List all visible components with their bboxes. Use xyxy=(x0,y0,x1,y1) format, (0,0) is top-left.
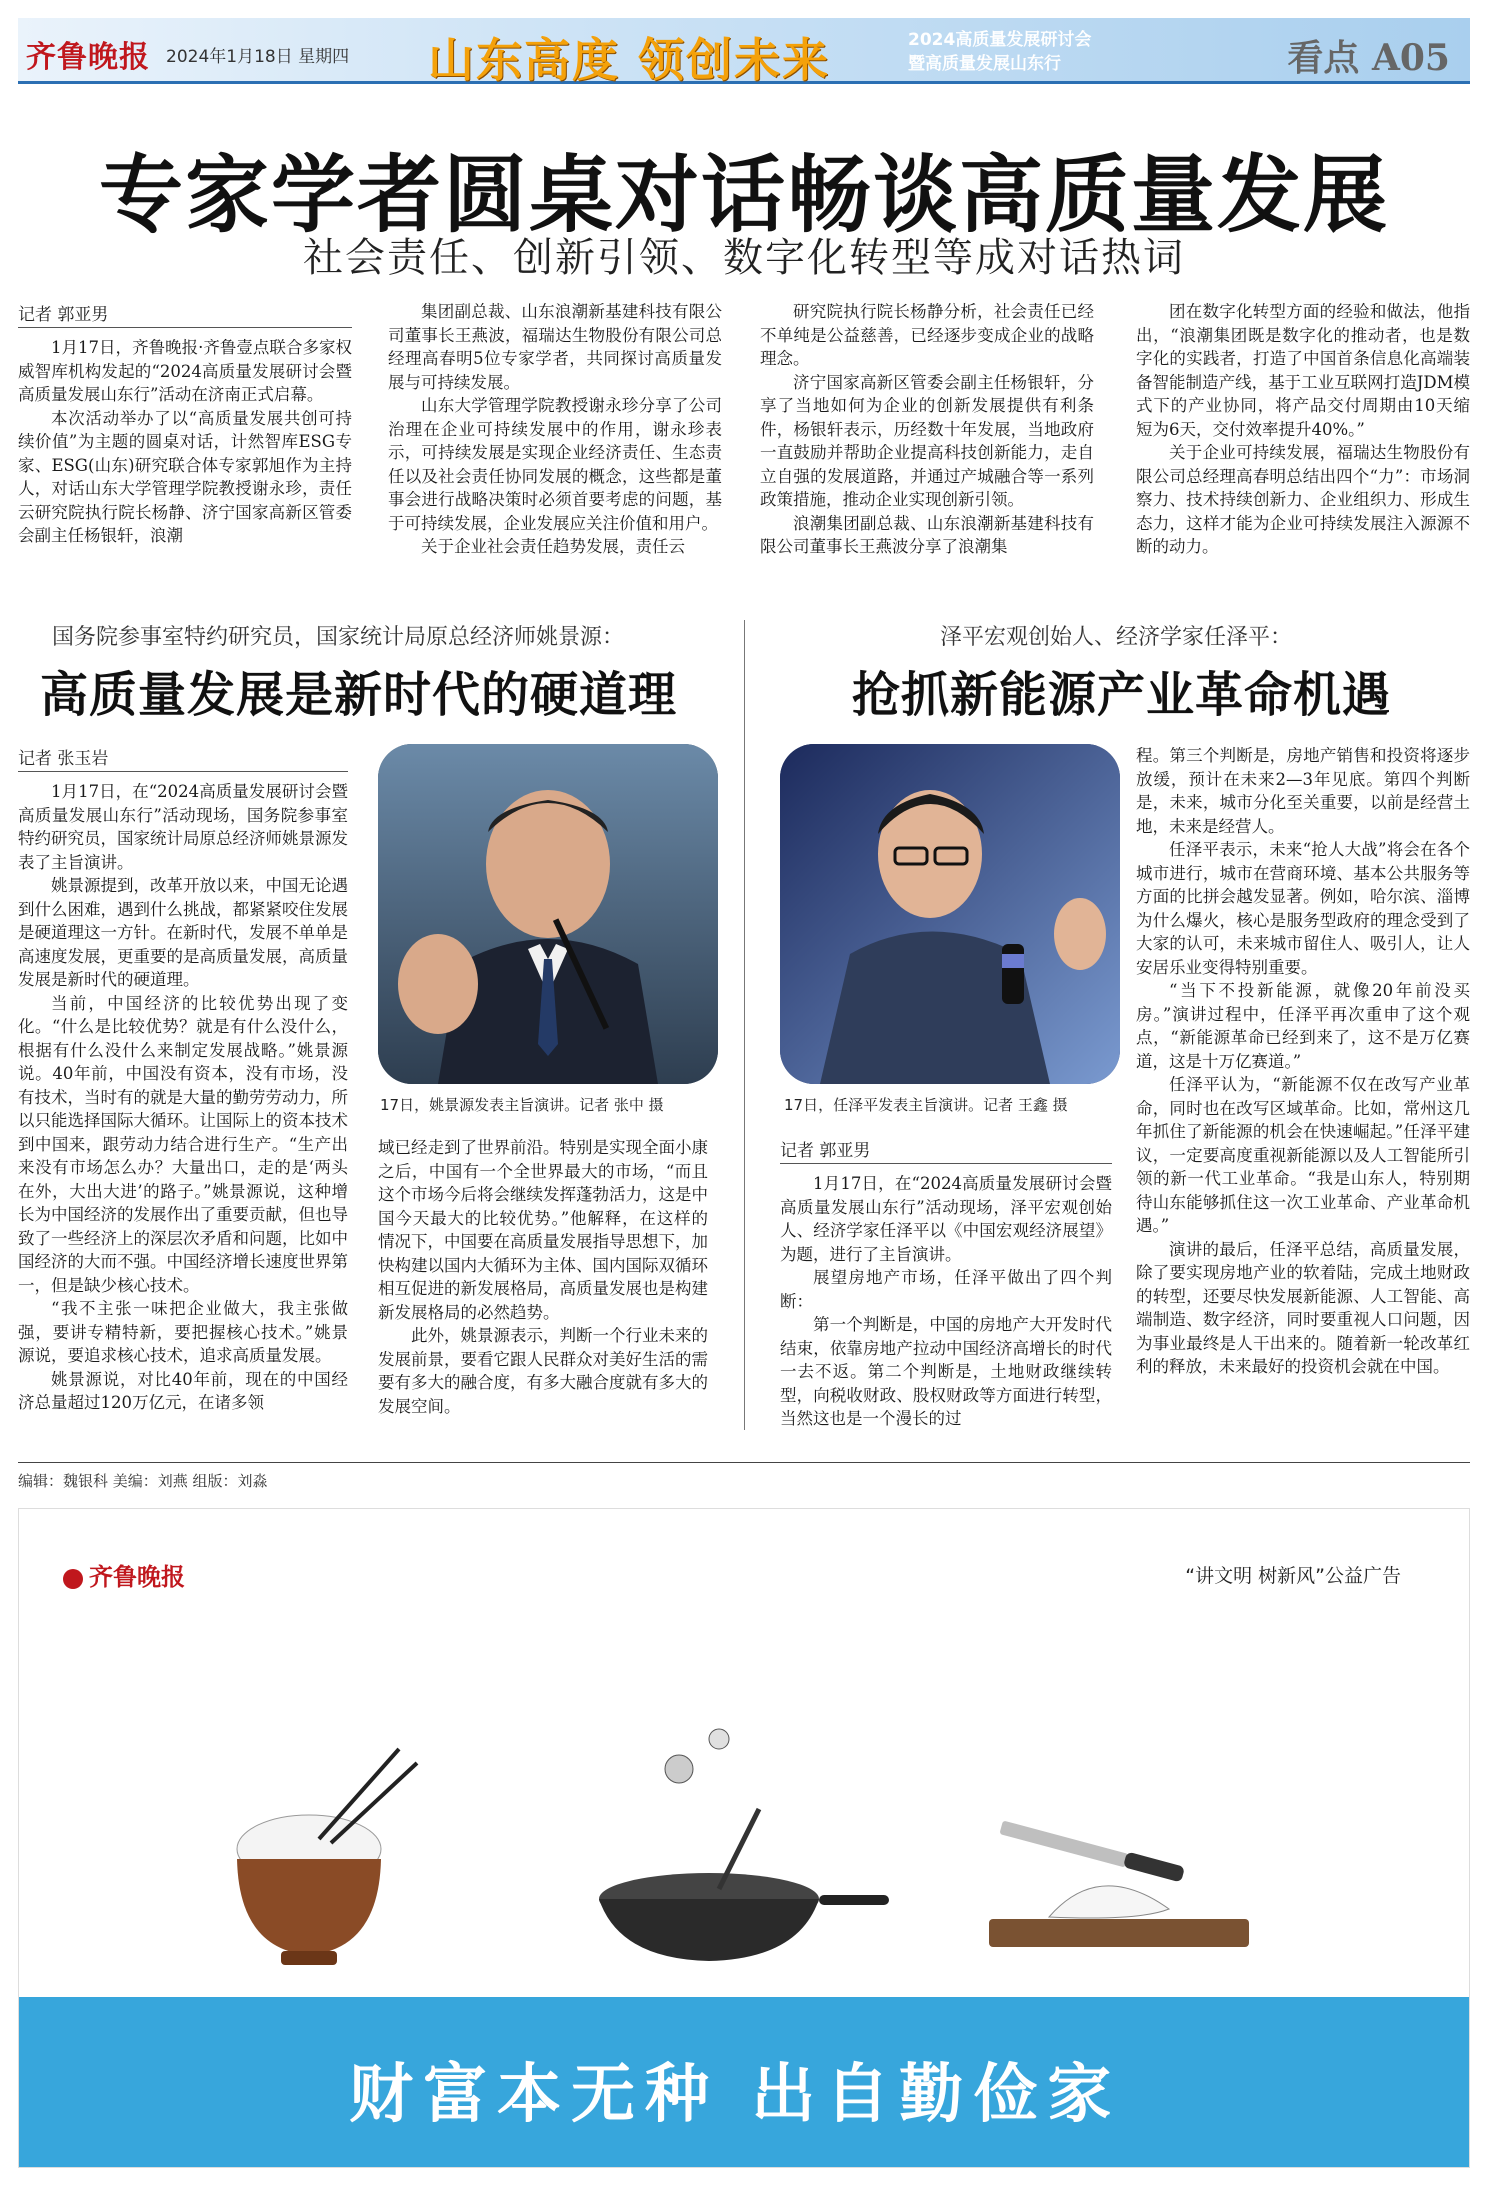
story-paragraph: 姚景源提到，改革开放以来，中国无论遇到什么困难，遇到什么挑战，都紧紧咬住发展是硬道理这一方针。在新时代，发展不单单是高速度发展，更重要的是高质量发展，高质量发展是新时代的硬道理。 xyxy=(18,876,348,989)
story-paragraph: 演讲的最后，任泽平总结，高质量发展，除了要实现房地产业的软着陆，完成土地财政的转型，还要尽快发展新能源、人工智能、高端制造、数字经济，同时要重视人口问题，因为事业最终是人干出来的。随着新一轮改革红利的释放，未来最好的投资机会就在中国。 xyxy=(1136,1239,1470,1376)
lead-paragraph: 济宁国家高新区管委会副主任杨银轩，分享了当地如何为企业的创新发展提供有利条件，杨银轩表示，历经数十年发展，当地政府一直鼓励并帮助企业提高科技创新能力，走自立自强的发展道路，并通过产城融合等一系列政策措施，推动企业实现创新引领。 xyxy=(760,372,1094,509)
right-story-kicker: 泽平宏观创始人、经济学家任泽平： xyxy=(940,625,1293,650)
right-story-column-2 xyxy=(1136,744,1470,1444)
public-service-ad xyxy=(18,1508,1470,2168)
ad-illustration xyxy=(19,1659,1470,1999)
story-paragraph: 任泽平表示，未来“抢人大战”将会在各个城市进行，城市在营商环境、基本公共服务等方面的比拼会越发显著。例如，哈尔滨、淄博为什么爆火，核心是服务型政府的理念受到了大家的认可，未来城市留住人、吸引人，让人安居乐业变得特别重要。 xyxy=(1136,840,1470,977)
left-story-column-2 xyxy=(378,1136,708,1436)
story-paragraph: 此外，姚景源表示，判断一个行业未来的发展前景，要看它跟人民群众对美好生活的需要有多大的融合度，有多大融合度就有多大的发展空间。 xyxy=(378,1326,708,1416)
lead-byline: 记者 郭亚男 xyxy=(18,300,352,328)
wok-icon xyxy=(599,1729,889,1961)
page-header xyxy=(18,18,1470,87)
story-paragraph: “我不主张一味把企业做大，我主张做强，要讲专精特新，要把握核心技术。”姚景源说，要追求核心技术，追求高质量发展。 xyxy=(18,1299,348,1365)
lead-paragraph: 团在数字化转型方面的经验和做法，他指出，“浪潮集团既是数字化的推动者，也是数字化的实践者，打造了中国首条信息化高端装备智能制造产线，基于工业互联网打造JDM模式下的产业协同，将产品交付周期由10天缩短为6天，交付效率提升40%。” xyxy=(1136,302,1470,439)
story-paragraph: 第一个判断是，中国的房地产大开发时代结束，依靠房地产拉动中国经济高增长的时代一去不返。第二个判断是，土地财政继续转型，向税收财政、股权财政等方面进行转型，当然这也是一个漫长的过 xyxy=(780,1315,1112,1428)
speaker-photo-ren xyxy=(780,744,1120,1084)
lead-paragraph: 关于企业可持续发展，福瑞达生物股份有限公司总经理高春明总结出四个“力”：市场洞察力、技术持续创新力、企业组织力、形成生态力，这样才能为企业可持续发展注入源源不断的动力。 xyxy=(1136,443,1470,556)
photo-caption-ren: 17日，任泽平发表主旨演讲。记者 王鑫 摄 xyxy=(784,1096,1068,1114)
lead-paragraph: 1月17日，齐鲁晚报·齐鲁壹点联合多家权威智库机构发起的“2024高质量发展研讨会暨高质量发展山东行”活动在济南正式启幕。 xyxy=(18,338,352,404)
ad-slogan: 财富本无种 出自勤俭家 xyxy=(349,2057,1122,2132)
lead-column-2 xyxy=(388,300,722,590)
lead-paragraph: 研究院执行院长杨静分析，社会责任已经不单纯是公益慈善，已经逐步变成企业的战略理念。 xyxy=(760,302,1094,368)
lead-paragraph: 山东大学管理学院教授谢永珍分享了公司治理在企业可持续发展中的作用，谢永珍表示，可持续发展是实现企业经济责任、生态责任以及社会责任协同发展的概念，这些都是董事会进行战略决策时必须首要考虑的问题，基于可持续发展，企业发展应关注价值和用户。 xyxy=(388,396,722,533)
left-story-column-1 xyxy=(18,744,348,1444)
page-subtitle: 社会责任、创新引领、数字化转型等成对话热词 xyxy=(303,235,1185,281)
issue-date: 2024年1月18日 星期四 xyxy=(166,47,350,67)
photo-caption-yao: 17日，姚景源发表主旨演讲。记者 张中 摄 xyxy=(380,1096,664,1114)
story-paragraph: 1月17日，在“2024高质量发展研讨会暨高质量发展山东行”活动现场，泽平宏观创始人、经济学家任泽平以《中国宏观经济展望》为题，进行了主旨演讲。 xyxy=(780,1174,1112,1264)
cutting-board-icon xyxy=(989,1820,1249,1947)
story-paragraph: 程。第三个判断是，房地产销售和投资将逐步放缓，预计在未来2—3年见底。第四个判断是，未来，城市分化至关重要，以前是经营土地，未来是经营人。 xyxy=(1136,746,1470,836)
story-paragraph: 1月17日，在“2024高质量发展研讨会暨高质量发展山东行”活动现场，国务院参事室特约研究员，国家统计局原总经济师姚景源发表了主旨演讲。 xyxy=(18,782,348,872)
ad-logo xyxy=(63,1557,185,1592)
forum-line-1: 2024高质量发展研讨会 xyxy=(908,30,1092,50)
header-slogan: 山东高度 领创未来 xyxy=(428,33,831,87)
forum-name xyxy=(908,28,1091,76)
lead-paragraph: 关于企业社会责任趋势发展，责任云 xyxy=(421,537,685,556)
right-story-column-1 xyxy=(780,1136,1112,1436)
column-divider xyxy=(744,620,745,1430)
lead-paragraph: 浪潮集团副总裁、山东浪潮新基建科技有限公司董事长王燕波分享了浪潮集 xyxy=(760,513,1094,556)
lead-column-3 xyxy=(760,300,1094,590)
lead-column-4 xyxy=(1136,300,1470,590)
lead-paragraph: 本次活动举办了以“高质量发展共创可持续价值”为主题的圆桌对话，计然智库ESG专家、ESG(山东)研究联合体专家郭旭作为主持人，对话山东大学管理学院教授谢永珍，责任云研究院执行院长杨静、济宁国家高新区管委会副主任杨银轩，浪潮 xyxy=(18,408,352,545)
left-story-kicker: 国务院参事室特约研究员，国家统计局原总经济师姚景源： xyxy=(52,625,625,650)
credits-rule xyxy=(18,1462,1470,1463)
story-paragraph: 域已经走到了世界前沿。特别是实现全面小康之后，中国有一个全世界最大的市场，“而且这个市场今后将会继续发挥蓬勃活力，这是中国今天最大的比较优势。”他解释，在这样的情况下，中国要在高质量发展指导思想下，加快构建以国内大循环为主体、国内国际双循环相互促进的新发展格局，高质量发展也是构建新发展格局的必然趋势。 xyxy=(378,1138,708,1322)
right-story-title: 抢抓新能源产业革命机遇 xyxy=(852,667,1392,723)
ad-logo-icon xyxy=(63,1569,83,1589)
speaker-photo-yao xyxy=(378,744,718,1084)
left-story-byline: 记者 张玉岩 xyxy=(18,744,348,772)
lead-paragraph: 集团副总裁、山东浪潮新基建科技有限公司董事长王燕波，福瑞达生物股份有限公司总经理高春明5位专家学者，共同探讨高质量发展与可持续发展。 xyxy=(388,302,722,392)
speaker-photo-yao-image xyxy=(378,744,718,1084)
ad-label: “讲文明 树新风”公益广告 xyxy=(1185,1565,1401,1587)
rice-bowl-icon xyxy=(237,1749,417,1965)
ad-logo-text: 齐鲁晚报 xyxy=(89,1562,185,1591)
left-story-title: 高质量发展是新时代的硬道理 xyxy=(40,667,678,723)
story-paragraph: 姚景源说，对比40年前，现在的中国经济总量超过120万亿元，在诸多领 xyxy=(18,1369,348,1412)
story-paragraph: 任泽平认为，“新能源不仅在改写产业革命，同时也在改写区域革命。比如，常州这几年抓住了新能源的机会在快速崛起。”任泽平建议，一定要高度重视新能源以及人工智能所引领的新一代工业革命。“我是山东人，特别期待山东能够抓住这一次工业革命、产业革命机遇。” xyxy=(1136,1075,1470,1235)
story-paragraph: “当下不投新能源，就像20年前没买房。”演讲过程中，任泽平再次重申了这个观点，“新能源革命已经到来了，这不是万亿赛道，这是十万亿赛道。” xyxy=(1136,981,1470,1071)
forum-line-2: 暨高质量发展山东行 xyxy=(908,54,1061,74)
speaker-photo-ren-image xyxy=(780,744,1120,1084)
editorial-credits: 编辑：魏银科 美编：刘燕 组版：刘淼 xyxy=(18,1472,268,1490)
story-paragraph: 展望房地产市场，任泽平做出了四个判断： xyxy=(780,1268,1112,1311)
right-story-byline: 记者 郭亚男 xyxy=(780,1136,1112,1164)
section-page-label: 看点 A05 xyxy=(1287,37,1450,79)
page-title: 专家学者圆桌对话畅谈高质量发展 xyxy=(98,145,1389,244)
lead-column-1 xyxy=(18,300,352,590)
ad-slogan-band xyxy=(19,1997,1470,2167)
masthead-logo: 齐鲁晚报 xyxy=(26,40,150,75)
story-paragraph: 当前，中国经济的比较优势出现了变化。“什么是比较优势？就是有什么没什么，根据有什么没什么来制定发展战略。”姚景源说。40年前，中国没有资本，没有市场，没有技术，当时有的就是大量的勤劳劳动力，所以只能选择国际大循环。让国际上的资本技术到中国来，跟劳动力结合进行生产。“生产出来没有市场怎么办？大量出口，走的是‘两头在外，大出大进’的路子。”姚景源说，这种增长为中国经济的发展作出了重要贡献，但也导致了一些经济上的深层次矛盾和问题，比如中国经济的大而不强。中国经济增长速度世界第一，但是缺少核心技术。 xyxy=(18,993,348,1295)
